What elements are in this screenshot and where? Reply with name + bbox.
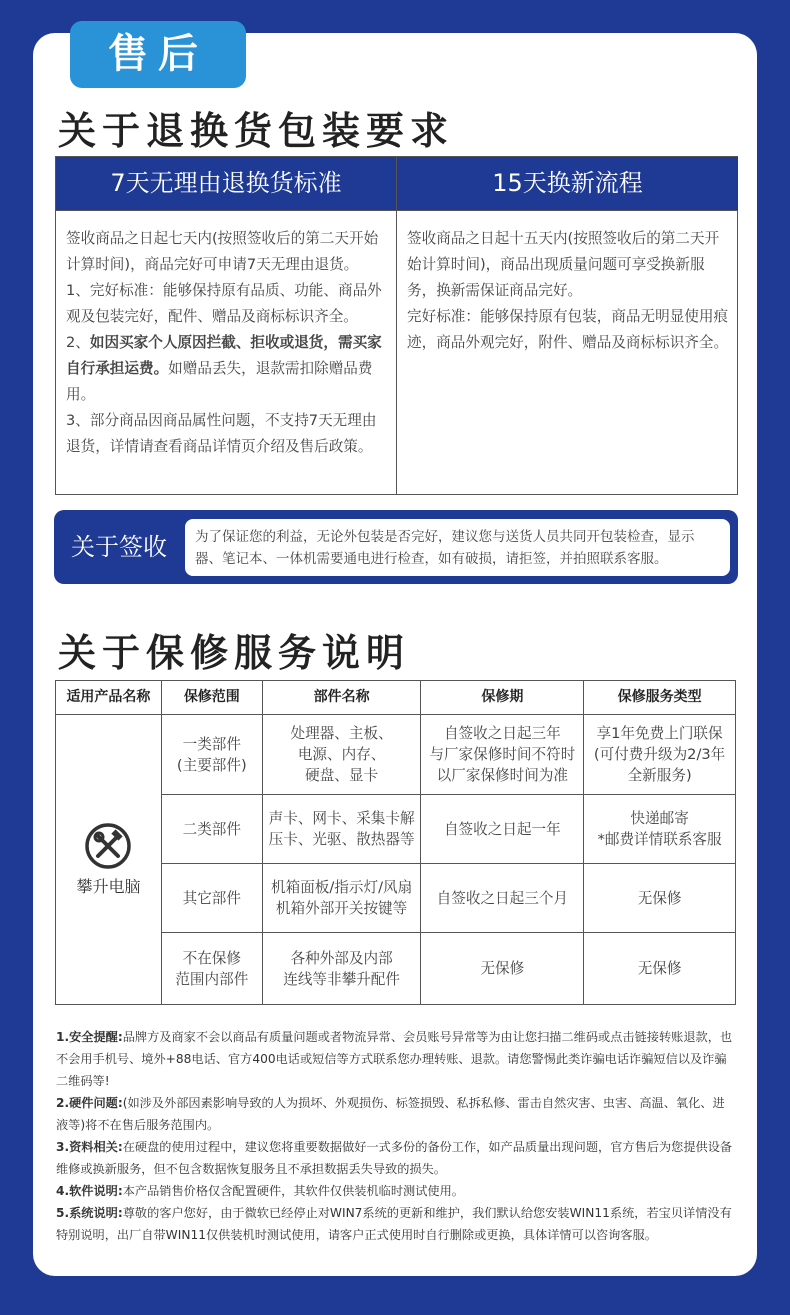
header-scope: 保修范围 — [161, 681, 262, 715]
return-rule-1: 1、完好标准：能够保持原有品质、功能、商品外观及包装完好，配件、赠品及商标标识齐全。 — [66, 282, 382, 325]
period-cell: 自签收之日起三个月 — [421, 864, 584, 933]
exchange-intro: 签收商品之日起十五天内(按照签收后的第二天开始计算时间)，商品出现质量问题可享受换新服务，换新需保证商品完好。 — [407, 230, 720, 299]
after-sales-badge: 售后 — [70, 21, 246, 88]
parts-cell: 声卡、网卡、采集卡解 压卡、光驱、散热器等 — [262, 795, 421, 864]
note-software: 4.软件说明:本产品销售价格仅含配置硬件，其软件仅供装机临时测试使用。 — [56, 1184, 464, 1198]
parts-cell: 各种外部及内部 连线等非攀升配件 — [262, 933, 421, 1005]
wrench-hammer-icon — [84, 822, 132, 870]
notes-list — [56, 1026, 736, 1246]
return-rule-3: 3、部分商品因商品属性问题，不支持7天无理由退货，详情请查看商品详情页介绍及售后政策。 — [66, 412, 377, 455]
period-cell: 无保修 — [421, 933, 584, 1005]
header-service: 保修服务类型 — [584, 681, 736, 715]
header-product: 适用产品名称 — [56, 681, 162, 715]
service-cell: 快递邮寄 *邮费详情联系客服 — [584, 795, 736, 864]
note-data: 3.资料相关:在硬盘的使用过程中，建议您将重要数据做好一式多份的备份工作，如产品质量出现问题，官方售后为您提供设备维修或换新服务，但不包含数据恢复服务且不承担数据丢失导致的损失。 — [56, 1140, 733, 1176]
header-period: 保修期 — [421, 681, 584, 715]
table-row — [56, 715, 736, 795]
service-cell: 享1年免费上门联保 (可付费升级为2/3年 全新服务) — [584, 715, 736, 795]
seven-day-return-text — [56, 210, 396, 494]
seven-day-return-header: 7天无理由退换货标准 — [56, 157, 396, 210]
returns-table — [55, 156, 738, 495]
header-parts: 部件名称 — [262, 681, 421, 715]
sign-receipt-banner — [54, 510, 738, 584]
parts-cell: 机箱面板/指示灯/风扇 机箱外部开关按键等 — [262, 864, 421, 933]
note-system: 5.系统说明:尊敬的客户您好，由于微软已经停止对WIN7系统的更新和维护，我们默认给您安装WIN11系统，若宝贝详情没有特别说明，出厂自带WIN11仅供装机时测试使用，请客户正式使用时自行删除或更换，具体详情可以咨询客服。 — [56, 1206, 732, 1242]
scope-cell: 一类部件 (主要部件) — [161, 715, 262, 795]
return-shipping-warning: 如因买家个人原因拦截、拒收或退货，需买家自行承担运费。 — [66, 334, 382, 377]
return-rule-2: 2、如因买家个人原因拦截、拒收或退货，需买家自行承担运费。如赠品丢失，退款需扣除赠品费用。 — [66, 334, 382, 403]
service-cell: 无保修 — [584, 933, 736, 1005]
warranty-table — [55, 680, 736, 1005]
scope-cell: 其它部件 — [161, 864, 262, 933]
note-hardware: 2.硬件问题:(如涉及外部因素影响导致的人为损坏、外观损伤、标签损毁、私拆私修、雷击自然灾害、虫害、高温、氧化、进液等)将不在售后服务范围内。 — [56, 1096, 725, 1132]
brand-name: 攀升电脑 — [76, 876, 141, 896]
period-cell: 自签收之日起一年 — [421, 795, 584, 864]
fifteen-day-exchange-text — [397, 210, 738, 494]
service-cell: 无保修 — [584, 864, 736, 933]
sign-receipt-label: 关于签收 — [71, 533, 167, 561]
returns-section-title: 关于退换货包装要求 — [58, 109, 455, 153]
parts-cell: 处理器、主板、 电源、内存、 硬盘、显卡 — [262, 715, 421, 795]
sign-receipt-text: 为了保证您的利益，无论外包装是否完好，建议您与送货人员共同开包装检查，显示器、笔记本、一体机需要通电进行检查，如有破损，请拒签，并拍照联系客服。 — [185, 519, 730, 576]
scope-cell: 不在保修 范围内部件 — [161, 933, 262, 1005]
note-security: 1.安全提醒:品牌方及商家不会以商品有质量问题或者物流异常、会员账号异常等为由让您扫描二维码或点击链接转账退款，也不会用手机号、境外+88电话、官方400电话或短信等方式联系您办理转账、退款。请您警惕此类诈骗电话诈骗短信以及诈骗二维码等! — [56, 1030, 733, 1088]
warranty-header-row — [56, 681, 736, 715]
fifteen-day-exchange-header: 15天换新流程 — [397, 157, 738, 210]
return-intro: 签收商品之日起七天内(按照签收后的第二天开始计算时间)，商品完好可申请7天无理由退货。 — [66, 230, 379, 273]
brand-cell — [56, 715, 162, 1005]
period-cell: 自签收之日起三年 与厂家保修时间不符时 以厂家保修时间为准 — [421, 715, 584, 795]
exchange-standard: 完好标准：能够保持原有包装，商品无明显使用痕迹，商品外观完好，附件、赠品及商标标识齐全。 — [407, 308, 729, 351]
scope-cell: 二类部件 — [161, 795, 262, 864]
warranty-section-title: 关于保修服务说明 — [58, 631, 411, 675]
